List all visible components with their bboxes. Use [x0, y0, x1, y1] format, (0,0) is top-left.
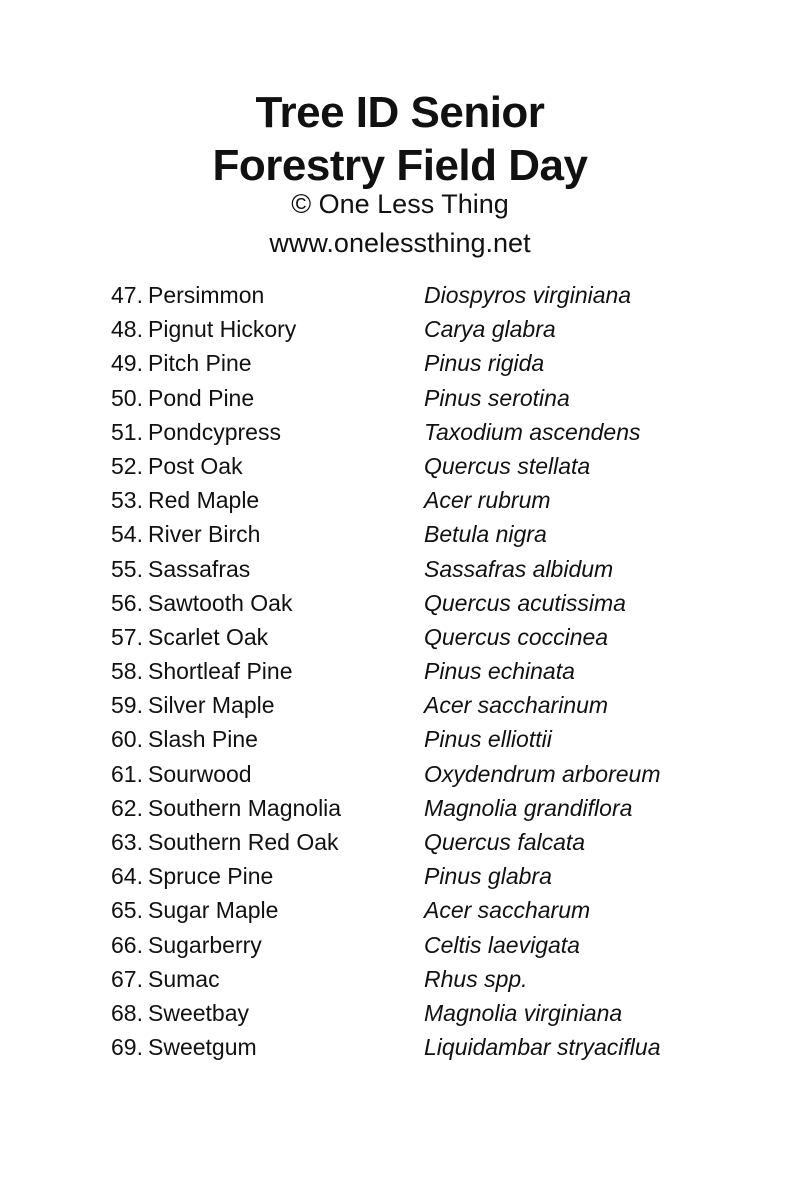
tree-scientific-name: Acer rubrum — [424, 487, 551, 514]
tree-row — [0, 586, 800, 620]
tree-number: 62. — [111, 794, 143, 821]
tree-number: 65. — [111, 897, 143, 924]
tree-number: 68. — [111, 999, 143, 1026]
tree-scientific-name: Diospyros virginiana — [424, 282, 632, 308]
tree-common-name: Sugarberry — [148, 931, 262, 958]
tree-row — [0, 654, 800, 688]
tree-number: 63. — [111, 829, 143, 855]
tree-number: 47. — [111, 282, 143, 308]
tree-common-name: Persimmon — [148, 282, 265, 308]
tree-row — [0, 688, 800, 722]
tree-number: 50. — [111, 384, 143, 411]
tree-row — [0, 312, 800, 346]
tree-row — [0, 825, 800, 859]
tree-scientific-name: Pinus rigida — [424, 350, 545, 377]
tree-number: 58. — [111, 658, 143, 685]
tree-number: 49. — [111, 350, 143, 377]
tree-number: 52. — [111, 452, 143, 479]
tree-scientific-name: Quercus coccinea — [424, 623, 609, 650]
tree-row — [0, 1030, 800, 1064]
tree-row — [0, 483, 800, 517]
tree-scientific-name: Magnolia virginiana — [424, 999, 623, 1026]
tree-common-name: Spruce Pine — [148, 863, 274, 890]
title-line-2: Forestry Field Day — [212, 141, 588, 190]
tree-number: 51. — [111, 418, 143, 445]
document-header — [0, 86, 800, 262]
tree-common-name: Sweetgum — [148, 1034, 257, 1061]
tree-row — [0, 278, 800, 312]
tree-scientific-name: Pinus serotina — [424, 384, 570, 411]
tree-row — [0, 791, 800, 825]
tree-row — [0, 962, 800, 996]
tree-scientific-name: Pinus echinata — [424, 658, 575, 685]
tree-common-name: Pignut Hickory — [148, 316, 297, 343]
tree-common-name: Sugar Maple — [148, 897, 279, 924]
tree-list — [0, 278, 800, 1064]
tree-common-name: Sweetbay — [148, 999, 250, 1026]
tree-row — [0, 722, 800, 756]
tree-row — [0, 449, 800, 483]
tree-row — [0, 996, 800, 1030]
tree-number: 69. — [111, 1034, 143, 1061]
tree-common-name: Sourwood — [148, 760, 252, 787]
tree-common-name: Slash Pine — [148, 726, 258, 753]
tree-number: 60. — [111, 726, 143, 753]
tree-scientific-name: Liquidambar stryaciflua — [424, 1034, 661, 1061]
tree-row — [0, 757, 800, 791]
tree-scientific-name: Acer saccharum — [424, 897, 591, 924]
tree-number: 48. — [111, 316, 143, 343]
tree-scientific-name: Pinus elliottii — [424, 726, 552, 753]
tree-common-name: Scarlet Oak — [148, 623, 269, 650]
tree-number: 57. — [111, 623, 143, 650]
tree-common-name: Southern Magnolia — [148, 794, 342, 821]
tree-number: 61. — [111, 760, 143, 787]
copyright-notice: © One Less Thing — [291, 189, 509, 219]
tree-scientific-name: Magnolia grandiflora — [424, 794, 633, 821]
tree-number: 64. — [111, 863, 143, 890]
tree-scientific-name: Sassafras albidum — [424, 555, 614, 582]
tree-common-name: Red Maple — [148, 487, 260, 514]
tree-common-name: Sawtooth Oak — [148, 589, 293, 616]
tree-scientific-name: Betula nigra — [424, 521, 547, 548]
tree-scientific-name: Carya glabra — [424, 316, 556, 343]
tree-scientific-name: Acer saccharinum — [424, 692, 609, 719]
tree-number: 67. — [111, 965, 143, 992]
tree-row — [0, 620, 800, 654]
tree-row — [0, 415, 800, 449]
tree-common-name: Sassafras — [148, 555, 251, 582]
tree-row — [0, 346, 800, 380]
tree-row — [0, 517, 800, 551]
tree-number: 54. — [111, 521, 143, 548]
tree-number: 53. — [111, 487, 143, 514]
tree-common-name: Pond Pine — [148, 384, 255, 411]
tree-common-name: Post Oak — [148, 452, 243, 479]
title-line-1: Tree ID Senior — [255, 88, 545, 137]
tree-scientific-name: Quercus acutissima — [424, 589, 626, 616]
tree-scientific-name: Oxydendrum arboreum — [424, 760, 661, 787]
tree-common-name: Pondcypress — [148, 418, 281, 445]
tree-row — [0, 928, 800, 962]
tree-common-name: River Birch — [148, 521, 261, 548]
tree-scientific-name: Pinus glabra — [424, 863, 552, 890]
tree-scientific-name: Quercus stellata — [424, 452, 591, 479]
tree-row — [0, 381, 800, 415]
tree-number: 55. — [111, 555, 143, 582]
website-url: www.onelessthing.net — [269, 228, 531, 258]
tree-scientific-name: Taxodium ascendens — [424, 418, 641, 445]
tree-common-name: Sumac — [148, 965, 220, 992]
tree-number: 59. — [111, 692, 143, 719]
tree-scientific-name: Quercus falcata — [424, 829, 586, 855]
tree-scientific-name: Celtis laevigata — [424, 931, 580, 958]
tree-common-name: Silver Maple — [148, 692, 275, 719]
tree-common-name: Southern Red Oak — [148, 829, 339, 855]
tree-number: 66. — [111, 931, 143, 958]
tree-row — [0, 552, 800, 586]
tree-row — [0, 893, 800, 927]
tree-row — [0, 859, 800, 893]
tree-common-name: Shortleaf Pine — [148, 658, 293, 685]
tree-number: 56. — [111, 589, 143, 616]
tree-common-name: Pitch Pine — [148, 350, 252, 377]
tree-scientific-name: Rhus spp. — [424, 965, 528, 992]
